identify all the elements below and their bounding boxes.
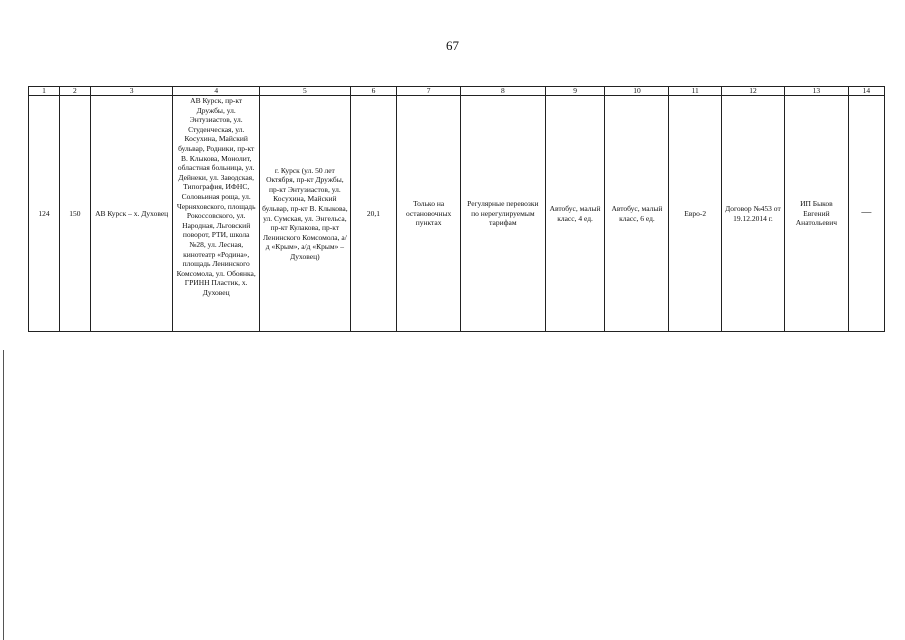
column-header-8: 8 [461,87,546,96]
route-streets: г. Курск (ул. 50 лет Октября, пр-кт Дружбы, пр-кт Энтузиастов, ул. Косухина, Майский бульвар, пр-кт В. Клыкова, ул. Сумская, ул. Энгельса, пр-кт Кулакова, пр-кт Ленинского Комсомола, а/д «Крым», а/д «Крым» – Духовец) [260,96,351,332]
column-header-2: 2 [59,87,90,96]
column-header-14: 14 [848,87,884,96]
eco-class: Евро-2 [669,96,722,332]
vehicle-class-1: Автобус, малый класс, 4 ед. [545,96,605,332]
column-header-3: 3 [90,87,173,96]
route-stops: АВ Курск, пр-кт Дружбы, ул. Энтузиастов, ул. Студенческая, ул. Косухина, Майский бульвар, Родники, пр-кт В. Клыкова, Монолит, областная больница, ул. Дейнеки, ул. Заводская, Типография, ИФНС, Соловьиная роща, ул. Черняховского, площадь Рокоссовского, ул. Народная, Льговский поворот, РТИ, школа №28, ул. Лесная, кинотеатр «Родина», площадь Ленинского Комсомола, ул. Обоянка, ГРИНН Пластик, х. Духовец [173,96,260,332]
route-length: 20,1 [350,96,396,332]
column-header-6: 6 [350,87,396,96]
route-registry-table [28,86,885,332]
column-header-1: 1 [29,87,60,96]
column-header-4: 4 [173,87,260,96]
transport-type: Регулярные перевозки по нерегулируемым тарифам [461,96,546,332]
table-row [29,96,885,332]
column-header-13: 13 [784,87,848,96]
scan-margin-line [3,350,4,640]
contract-info: Договор №453 от 19.12.2014 г. [722,96,785,332]
column-header-5: 5 [260,87,351,96]
route-serial-number: 150 [59,96,90,332]
column-header-7: 7 [397,87,461,96]
column-header-10: 10 [605,87,669,96]
boarding-procedure: Только на остановочных пунктах [397,96,461,332]
header-row [29,87,885,96]
column-header-9: 9 [545,87,605,96]
column-header-11: 11 [669,87,722,96]
route-registration-number: 124 [29,96,60,332]
column-header-12: 12 [722,87,785,96]
page-number: 67 [446,38,459,53]
vehicle-class-2: Автобус, малый класс, 6 ед. [605,96,669,332]
carrier-name: ИП Быков Евгений Анатольевич [784,96,848,332]
route-name: АВ Курск – х. Духовец [90,96,173,332]
extra-info: — [848,96,884,332]
